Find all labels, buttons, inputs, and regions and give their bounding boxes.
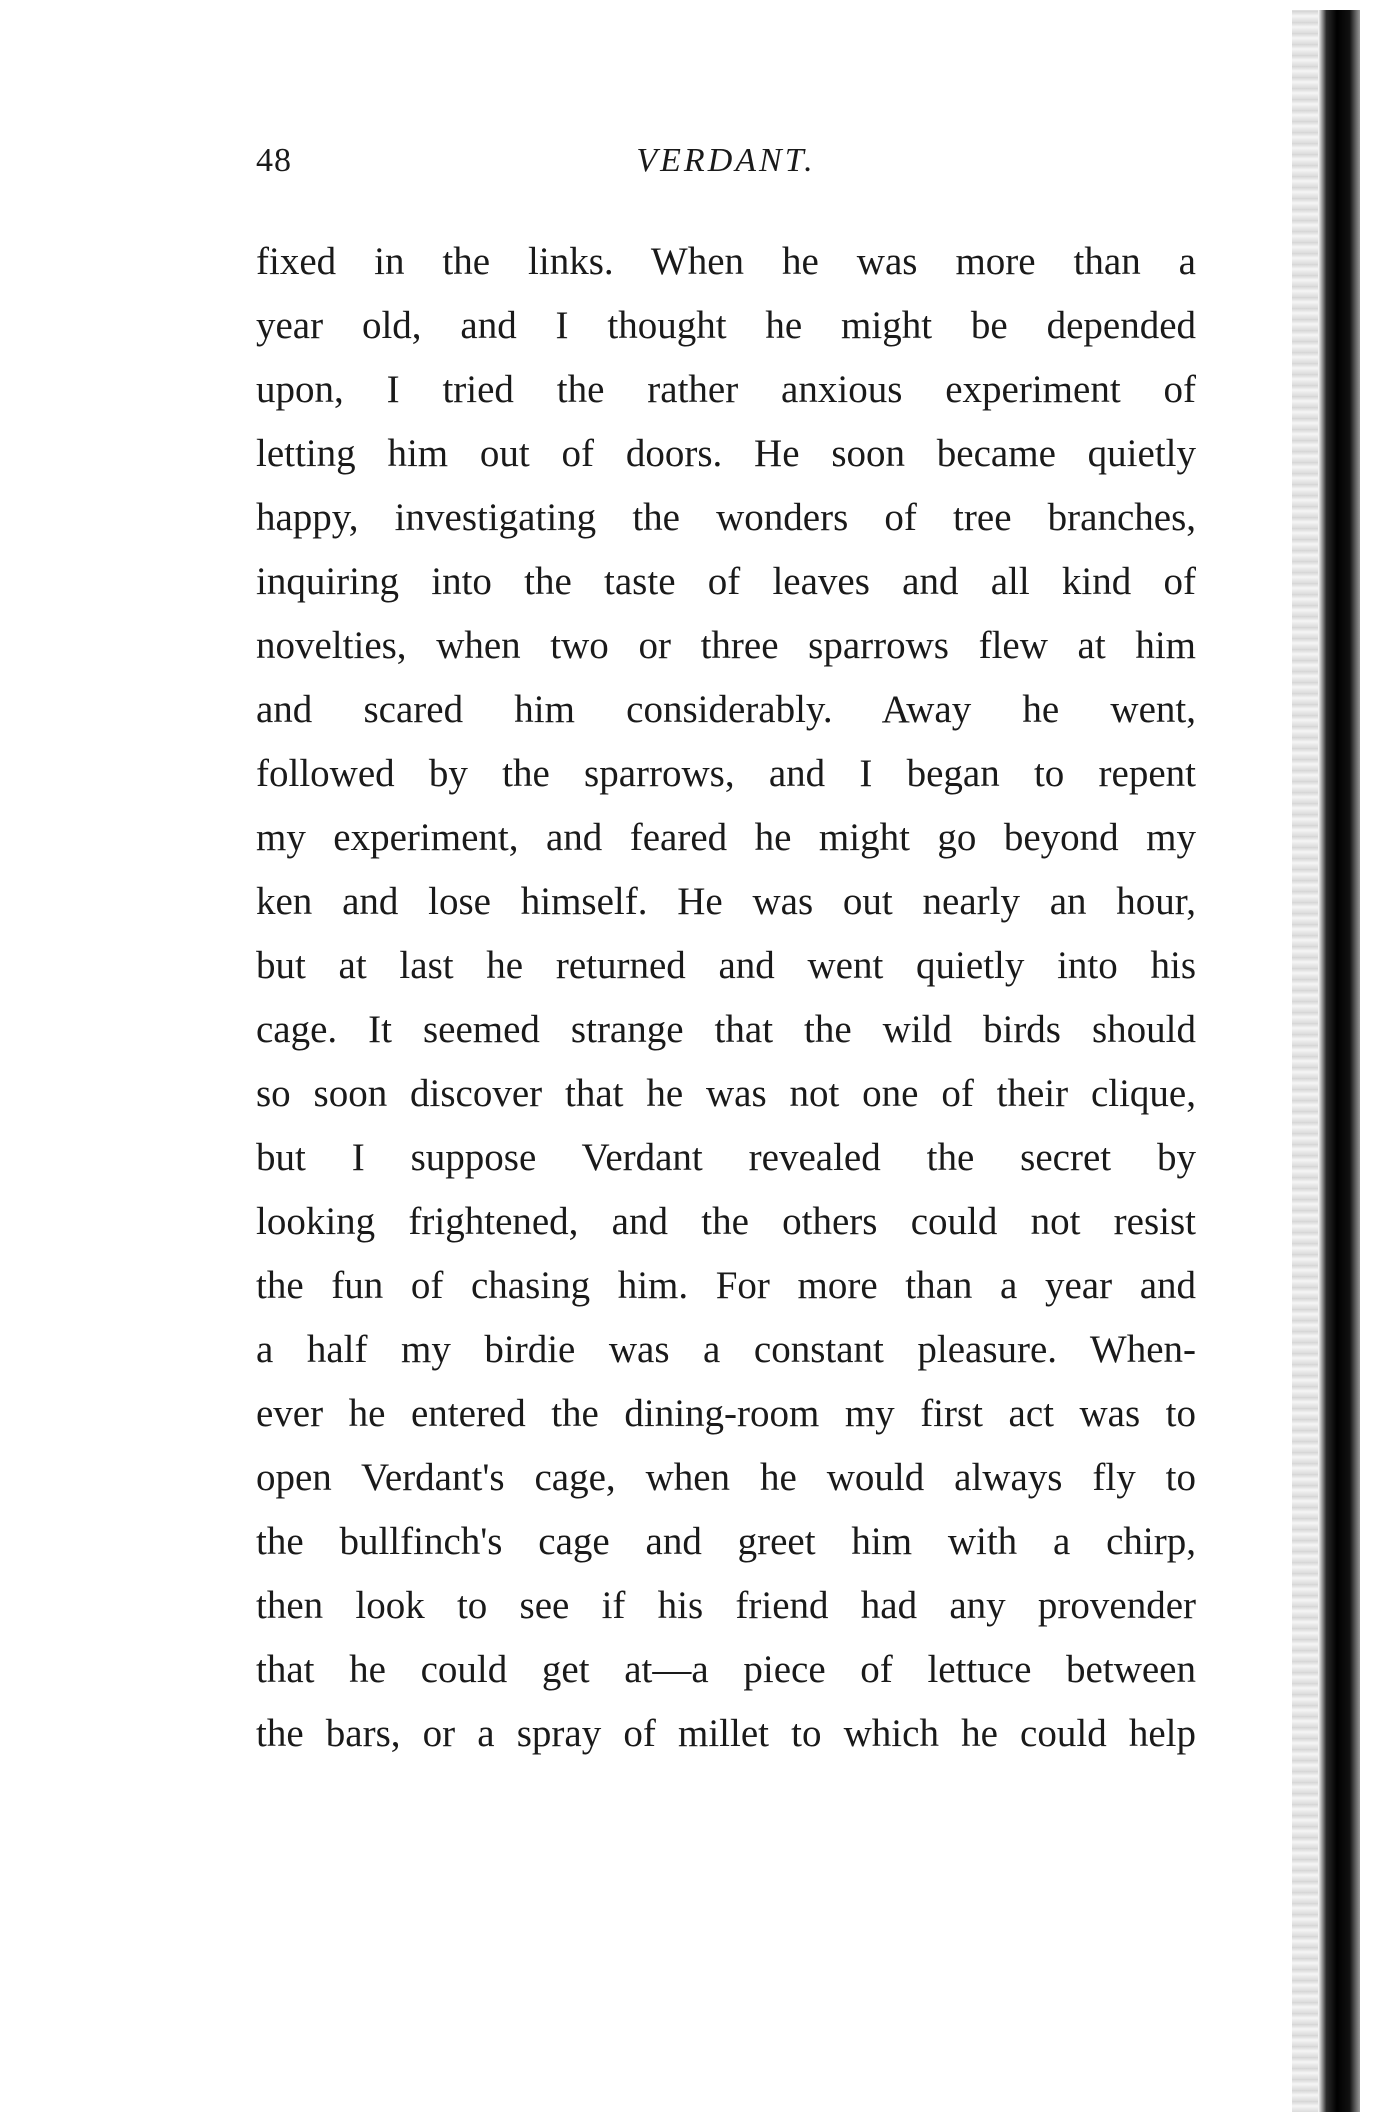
binding-edge — [1318, 10, 1360, 2112]
binding-shadow — [1292, 10, 1318, 2112]
text-line: letting him out of doors. He soon became quietly — [256, 432, 1196, 475]
text-line: inquiring into the taste of leaves and all kind of — [256, 560, 1196, 603]
text-line: that he could get at—a piece of lettuce between — [256, 1648, 1196, 1691]
text-line: upon, I tried the rather anxious experiment of — [256, 368, 1196, 411]
text-line: cage. It seemed strange that the wild birds should — [256, 1008, 1196, 1051]
text-line: novelties, when two or three sparrows flew at him — [256, 624, 1196, 667]
text-line: the bullfinch's cage and greet him with a chirp, — [256, 1520, 1196, 1563]
page-header — [256, 142, 1196, 190]
text-line: the bars, or a spray of millet to which he could help — [256, 1712, 1196, 1755]
text-line: my experiment, and feared he might go beyond my — [256, 816, 1196, 859]
text-line: but at last he returned and went quietly into his — [256, 944, 1196, 987]
text-line: open Verdant's cage, when he would always fly to — [256, 1456, 1196, 1499]
text-line: ken and lose himself. He was out nearly an hour, — [256, 880, 1196, 923]
text-line: a half my birdie was a constant pleasure. When- — [256, 1328, 1196, 1371]
text-line: fixed in the links. When he was more than a — [256, 240, 1196, 283]
text-line: so soon discover that he was not one of their clique, — [256, 1072, 1196, 1115]
text-line: happy, investigating the wonders of tree branches, — [256, 496, 1196, 539]
text-line: but I suppose Verdant revealed the secret by — [256, 1136, 1196, 1179]
text-line: ever he entered the dining-room my first act was to — [256, 1392, 1196, 1435]
text-line: and scared him considerably. Away he went, — [256, 688, 1196, 731]
text-line: the fun of chasing him. For more than a year and — [256, 1264, 1196, 1307]
text-line: looking frightened, and the others could not resist — [256, 1200, 1196, 1243]
body-text — [256, 230, 1196, 1766]
running-head: VERDANT. — [636, 142, 816, 179]
page-number: 48 — [256, 142, 292, 179]
text-line: followed by the sparrows, and I began to repent — [256, 752, 1196, 795]
text-line: year old, and I thought he might be depended — [256, 304, 1196, 347]
text-line: then look to see if his friend had any provender — [256, 1584, 1196, 1627]
